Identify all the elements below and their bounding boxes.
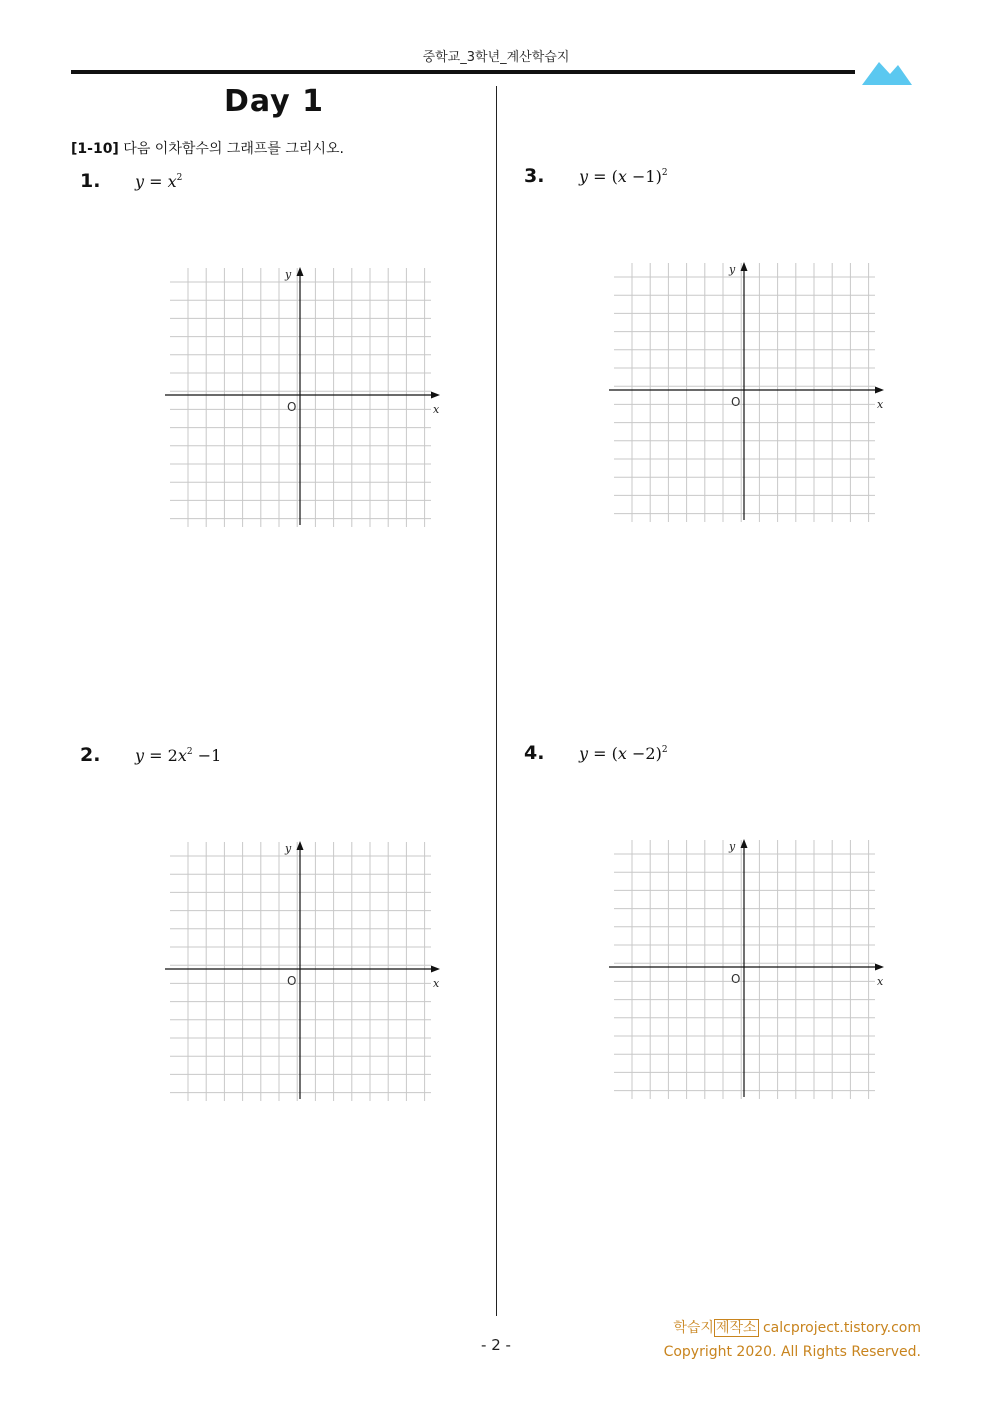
mountain-logo-icon	[860, 56, 914, 86]
origin-label: O	[287, 400, 297, 414]
problem-number: 2.	[80, 744, 101, 766]
y-axis-label: y	[729, 840, 736, 853]
coordinate-grid-1[interactable]	[165, 265, 445, 530]
footer-copyright: Copyright 2020. All Rights Reserved.	[663, 1344, 921, 1360]
x-axis-label: x	[877, 975, 884, 988]
day-title: Day 1	[223, 84, 325, 119]
footer-brand-b: 제작소	[715, 1320, 757, 1336]
footer-site-link[interactable]: calcproject.tistory.com	[762, 1320, 921, 1336]
problem-number: 4.	[524, 742, 545, 764]
problem-number: 3.	[524, 165, 545, 187]
coordinate-grid-3[interactable]	[609, 260, 889, 525]
problem-number: 1.	[80, 170, 101, 192]
column-divider	[496, 86, 497, 1316]
page-number: - 2 -	[481, 1336, 511, 1354]
y-axis-label: y	[285, 268, 292, 281]
problem-equation: $y = 2x^2 -1$	[135, 746, 222, 765]
footer-brand-a: 학습지	[673, 1320, 714, 1336]
origin-label: O	[287, 974, 297, 988]
problem-equation: $y = (x -1)^2$	[579, 167, 668, 186]
y-axis-label: y	[729, 263, 736, 276]
x-axis-arrow-icon	[875, 387, 884, 394]
worksheet-header-title: 중학교_3학년_계산학습지	[422, 50, 570, 65]
coordinate-grid-2[interactable]	[165, 839, 445, 1104]
problem-equation: $y = x^2$	[135, 172, 183, 191]
x-axis-arrow-icon	[875, 964, 884, 971]
coordinate-grid-4[interactable]	[609, 837, 889, 1102]
problem-range: [1-10]	[71, 141, 119, 157]
problem-equation: $y = (x -2)^2$	[579, 744, 668, 763]
instruction-text: 다음 이차함수의 그래프를 그리시오.	[123, 141, 344, 157]
x-axis-arrow-icon	[431, 392, 440, 399]
origin-label: O	[731, 972, 741, 986]
instruction	[71, 138, 344, 158]
header-rule	[71, 70, 855, 74]
x-axis-label: x	[877, 398, 884, 411]
x-axis-arrow-icon	[431, 966, 440, 973]
origin-label: O	[731, 395, 741, 409]
x-axis-label: x	[433, 977, 440, 990]
y-axis-label: y	[285, 842, 292, 855]
x-axis-label: x	[433, 403, 440, 416]
